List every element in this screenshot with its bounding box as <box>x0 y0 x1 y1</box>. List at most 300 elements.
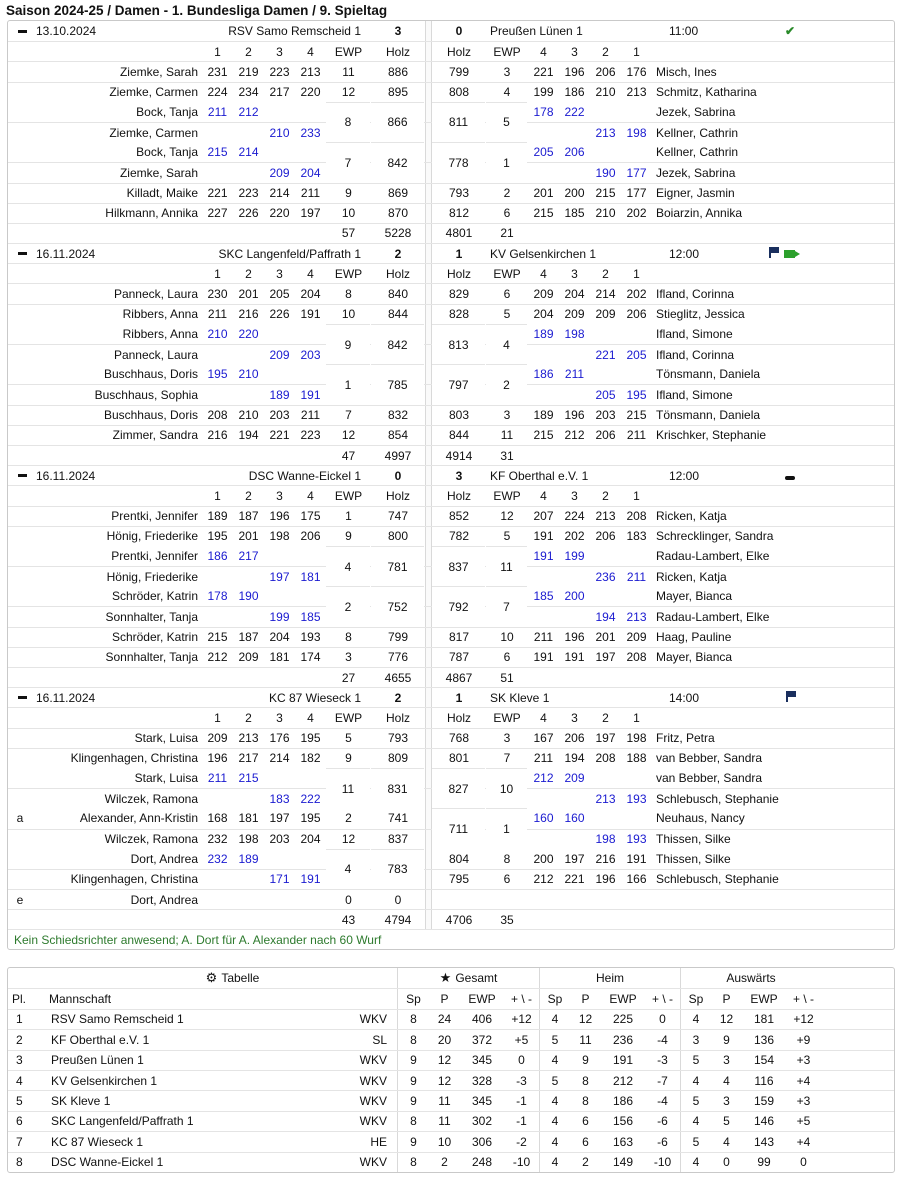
away-game-score: 211 <box>533 630 554 645</box>
home-ewp: 8 <box>345 287 352 302</box>
away-player: van Bebber, Sandra <box>656 751 763 766</box>
away-game-score: 189 <box>533 408 554 423</box>
away-game-score: 209 <box>564 307 585 322</box>
separator <box>425 224 432 243</box>
home-game-score: 198 <box>238 832 259 847</box>
stat-sp: 9 <box>397 1132 429 1151</box>
blank <box>528 446 559 465</box>
away-player: Kellner, Cathrin <box>656 145 739 160</box>
blank <box>8 567 32 586</box>
home-game-score: 181 <box>300 569 321 584</box>
blank <box>559 224 590 243</box>
game-time-text: 12:00 <box>669 468 700 483</box>
separator <box>425 789 432 808</box>
blank <box>8 628 32 647</box>
separator <box>425 264 432 283</box>
away-holz: 711 <box>432 808 485 848</box>
home-game-score <box>264 324 295 344</box>
stat-sp: 4 <box>680 1010 711 1029</box>
stat-diff: -7 <box>657 1073 668 1088</box>
stat-diff: -1 <box>516 1114 527 1129</box>
away-game-score: 211 <box>626 569 647 584</box>
home-game-score: 214 <box>269 751 290 766</box>
blank <box>8 668 32 687</box>
away-game-score: 209 <box>533 287 554 302</box>
away-holz: 782 <box>448 529 470 544</box>
away-game-score: 201 <box>595 630 616 645</box>
status-icons[interactable] <box>785 24 795 38</box>
rank: 2 <box>16 1032 23 1047</box>
col-game-header: 4 <box>540 710 547 725</box>
game-row <box>8 728 894 748</box>
separator <box>425 849 432 869</box>
away-holz: 844 <box>448 428 470 443</box>
game-row <box>8 243 894 263</box>
standings-table <box>7 967 895 1173</box>
away-game-score <box>590 102 621 122</box>
collapse-button[interactable] <box>8 466 32 485</box>
col-game-header: 2 <box>245 266 252 281</box>
away-game-score: 212 <box>564 428 585 443</box>
rank: 4 <box>16 1073 23 1088</box>
col-ewp-header: EWP <box>493 488 521 503</box>
col-holz-header: Holz <box>446 266 471 281</box>
stat-diff: -4 <box>657 1032 668 1047</box>
home-team: KC 87 Wieseck 1 <box>268 690 361 705</box>
blank <box>295 910 326 929</box>
minus-icon <box>18 474 27 477</box>
away-game-score: 224 <box>564 509 585 524</box>
stat-p: 12 <box>437 1073 452 1088</box>
away-game-score <box>528 789 559 808</box>
away-game-score <box>590 586 621 606</box>
away-team: Preußen Lünen 1 <box>490 24 583 39</box>
total-away-ewp: 21 <box>500 226 514 241</box>
col-game-header: 3 <box>571 266 578 281</box>
blank <box>590 890 621 909</box>
away-player: Mayer, Bianca <box>656 650 733 665</box>
col-game-header: 1 <box>214 488 221 503</box>
home-player: Prentki, Jennifer <box>111 548 198 563</box>
separator <box>425 586 432 606</box>
status-icons[interactable] <box>785 469 795 483</box>
home-player: Buschhaus, Doris <box>103 367 198 382</box>
away-ewp: 6 <box>503 206 511 221</box>
home-game-score: 220 <box>238 326 259 341</box>
blank <box>652 708 817 727</box>
home-holz: 781 <box>371 546 424 586</box>
away-player: Misch, Ines <box>656 64 717 79</box>
team-name[interactable]: KC 87 Wieseck 1 <box>51 1134 144 1149</box>
team-name[interactable]: DSC Wanne-Eickel 1 <box>51 1155 164 1170</box>
total-away-holz: 4801 <box>445 226 473 241</box>
away-game-score: 191 <box>564 650 585 665</box>
stat-sp: 8 <box>397 1153 429 1172</box>
home-holz: 799 <box>387 630 409 645</box>
home-game-score: 195 <box>300 731 321 746</box>
blank <box>8 364 32 384</box>
home-game-score: 203 <box>269 408 290 423</box>
home-game-score: 176 <box>269 731 290 746</box>
blank <box>295 668 326 687</box>
standings-row <box>8 1070 894 1090</box>
home-game-score: 233 <box>300 125 321 140</box>
player-mark: e <box>16 892 24 907</box>
away-game-score: 191 <box>533 529 554 544</box>
away-player: Stieglitz, Jessica <box>656 307 745 322</box>
away-player: Ifland, Simone <box>656 326 733 341</box>
total-home-holz: 5228 <box>384 226 412 241</box>
home-ewp: 5 <box>345 731 352 746</box>
minus-icon <box>18 30 27 33</box>
stat-ewp: 116 <box>754 1073 774 1088</box>
total-home-ewp: 27 <box>341 670 356 685</box>
rank: 1 <box>16 1012 23 1027</box>
stat-p: 20 <box>437 1032 452 1047</box>
separator <box>425 244 432 263</box>
minus-icon <box>18 252 27 255</box>
blank <box>82 910 202 929</box>
away-player: Tönsmann, Daniela <box>656 408 761 423</box>
blank <box>8 648 32 667</box>
away-game-score: 177 <box>626 186 647 201</box>
home-player: Ribbers, Anna <box>122 307 198 322</box>
stat-ewp: 143 <box>753 1134 775 1149</box>
blank <box>590 224 621 243</box>
home-holz: 886 <box>387 64 409 79</box>
home-game-score <box>295 546 326 566</box>
away-game-score: 213 <box>626 610 647 625</box>
stat-diff: +4 <box>796 1134 811 1149</box>
away-ewp: 2 <box>503 186 511 201</box>
home-player: Buschhaus, Doris <box>103 408 198 423</box>
game-row <box>8 526 894 546</box>
status-icons[interactable] <box>769 247 795 261</box>
separator <box>425 870 432 889</box>
separator <box>425 21 432 41</box>
away-holz: 813 <box>432 324 485 364</box>
game-row <box>8 183 894 203</box>
team-league: WKV <box>359 1094 387 1109</box>
away-game-score: 202 <box>626 287 647 302</box>
blank <box>652 910 817 929</box>
blank <box>202 910 233 929</box>
blank <box>652 890 817 909</box>
away-game-score: 205 <box>595 387 616 402</box>
home-player: Stark, Luisa <box>134 731 198 746</box>
star-icon: ★ <box>439 970 452 986</box>
home-player: Prentki, Jennifer <box>111 509 198 524</box>
team-name[interactable]: SKC Langenfeld/Paffrath 1 <box>51 1114 194 1129</box>
collapse-button[interactable] <box>8 21 32 41</box>
blank <box>233 224 264 243</box>
away-holz: 837 <box>432 546 485 586</box>
home-ewp: 9 <box>345 751 352 766</box>
away-ewp: 3 <box>503 408 511 423</box>
home-ewp: 9 <box>345 186 352 201</box>
away-ewp: 4 <box>503 85 511 100</box>
standings-row <box>8 1111 894 1131</box>
total-home-ewp: 47 <box>341 448 356 463</box>
away-player: Radau-Lambert, Elke <box>656 548 770 563</box>
stat-diff: +4 <box>796 1073 811 1088</box>
team-name[interactable]: RSV Samo Remscheid 1 <box>51 1012 184 1027</box>
col-holz-header: Holz <box>385 710 410 725</box>
separator <box>425 345 432 364</box>
away-game-score: 211 <box>533 751 554 766</box>
away-game-score: 209 <box>564 771 585 786</box>
col-holz-header: Holz <box>385 488 410 503</box>
home-game-score: 197 <box>269 811 290 826</box>
home-game-score: 189 <box>269 387 290 402</box>
group-auswaerts[interactable]: Auswärts <box>680 968 821 988</box>
collapse-button[interactable] <box>8 244 32 263</box>
away-game-score: 213 <box>595 509 616 524</box>
home-game-score: 216 <box>238 307 259 322</box>
away-game-score <box>559 163 590 182</box>
substitution-block <box>8 546 894 586</box>
home-game-score: 213 <box>238 731 259 746</box>
away-game-score: 206 <box>564 145 585 160</box>
stat-diff: -1 <box>516 1094 527 1109</box>
away-game-score: 213 <box>595 125 616 140</box>
home-game-score: 217 <box>269 85 290 100</box>
home-game-score <box>233 385 264 404</box>
blank <box>32 446 82 465</box>
away-game-score: 203 <box>595 408 616 423</box>
away-game-score: 209 <box>626 630 647 645</box>
home-game-score <box>202 385 233 404</box>
stat-ewp: 345 <box>471 1094 493 1109</box>
team-name[interactable]: KF Oberthal e.V. 1 <box>51 1032 150 1047</box>
rank: 8 <box>16 1155 23 1170</box>
col-sp: Sp <box>539 989 570 1008</box>
col-game-header: 2 <box>245 44 252 59</box>
home-game-score: 203 <box>300 347 321 362</box>
home-game-score: 191 <box>300 872 321 887</box>
blank <box>8 123 32 142</box>
col-pl: Pl. <box>12 992 27 1007</box>
col-p: P <box>440 992 449 1007</box>
home-game-score: 227 <box>207 206 228 221</box>
home-game-score: 222 <box>300 791 321 806</box>
total-home-holz: 4997 <box>384 448 412 463</box>
home-score: 2 <box>394 246 402 261</box>
away-game-score: 193 <box>626 791 647 806</box>
away-game-score <box>621 364 652 384</box>
home-game-score <box>295 768 326 788</box>
home-holz: 870 <box>387 206 409 221</box>
home-game-score: 208 <box>207 408 228 423</box>
separator <box>425 607 432 626</box>
home-game-score: 204 <box>300 287 321 302</box>
home-holz: 840 <box>387 287 409 302</box>
away-score: 0 <box>455 24 463 39</box>
away-player: Ifland, Simone <box>656 387 733 402</box>
home-game-score: 211 <box>207 104 228 119</box>
away-game-score: 206 <box>564 731 585 746</box>
home-holz: 741 <box>387 811 409 826</box>
tab-tabelle[interactable] <box>8 968 397 988</box>
away-game-score: 166 <box>626 872 647 887</box>
home-game-score: 193 <box>300 630 321 645</box>
blank <box>295 890 326 909</box>
home-game-score <box>264 849 295 869</box>
stat-p: 11 <box>579 1032 592 1047</box>
away-game-score: 199 <box>533 85 554 100</box>
standings-row <box>8 1050 894 1070</box>
home-game-score: 174 <box>300 650 321 665</box>
col-holz-header: Holz <box>446 710 471 725</box>
col-game-header: 2 <box>602 710 609 725</box>
away-player: Mayer, Bianca <box>656 589 733 604</box>
away-ewp: 3 <box>503 731 511 746</box>
home-player: Alexander, Ann-Kristin <box>79 811 198 826</box>
home-game-score: 212 <box>207 650 228 665</box>
away-ewp: 2 <box>486 364 527 404</box>
away-game-score <box>621 324 652 344</box>
home-game-score: 185 <box>300 610 321 625</box>
away-game-score: 183 <box>626 529 647 544</box>
home-game-score <box>233 870 264 889</box>
home-game-score <box>264 364 295 384</box>
blank <box>8 586 32 606</box>
status-icons[interactable] <box>786 691 795 705</box>
rank: 6 <box>16 1114 23 1129</box>
away-ewp: 6 <box>503 650 511 665</box>
home-game-score <box>295 324 326 344</box>
away-player: Jezek, Sabrina <box>656 104 736 119</box>
blank <box>233 910 264 929</box>
separator <box>425 385 432 404</box>
game-date: 16.11.2024 <box>36 690 96 705</box>
team-name[interactable]: KV Gelsenkirchen 1 <box>51 1073 158 1088</box>
away-game-score: 214 <box>595 287 616 302</box>
away-game-score: 201 <box>533 186 554 201</box>
game-row <box>8 485 894 505</box>
separator <box>425 123 432 142</box>
home-holz: 869 <box>387 186 409 201</box>
away-game-score <box>528 385 559 404</box>
col-game-header: 4 <box>540 44 547 59</box>
away-holz: 804 <box>448 851 470 866</box>
game-time-text: 14:00 <box>669 690 700 705</box>
stat-ewp: 212 <box>612 1073 634 1088</box>
game-row <box>8 82 894 102</box>
home-game-score <box>233 567 264 586</box>
away-game-score: 205 <box>533 145 554 160</box>
home-ewp: 12 <box>341 85 356 100</box>
away-game-score: 221 <box>533 64 554 79</box>
away-game-score: 202 <box>564 529 585 544</box>
away-player: Ricken, Katja <box>656 569 727 584</box>
blank <box>8 62 32 81</box>
home-game-score: 175 <box>300 509 321 524</box>
home-game-score: 223 <box>300 428 321 443</box>
stat-diff: +3 <box>796 1053 811 1068</box>
group-heim[interactable]: Heim <box>539 968 680 988</box>
team-name[interactable]: Preußen Lünen 1 <box>51 1053 144 1068</box>
away-game-score: 205 <box>626 347 647 362</box>
stat-p: 3 <box>723 1094 730 1109</box>
col-game-header: 1 <box>214 44 221 59</box>
col-sp: Sp <box>397 989 429 1008</box>
game-row <box>8 263 894 283</box>
home-game-score: 211 <box>207 771 228 786</box>
total-away-ewp: 51 <box>500 670 514 685</box>
stat-sp: 9 <box>397 1051 429 1070</box>
col-ewp-header: EWP <box>334 710 363 725</box>
home-game-score: 226 <box>269 307 290 322</box>
blank <box>202 446 233 465</box>
standings-row <box>8 968 894 988</box>
separator <box>425 142 432 162</box>
away-game-score: 206 <box>595 529 616 544</box>
stat-sp: 8 <box>397 1112 429 1131</box>
away-game-score: 212 <box>533 872 554 887</box>
home-game-score: 224 <box>207 85 228 100</box>
blank <box>264 224 295 243</box>
separator <box>425 708 432 727</box>
blank <box>264 446 295 465</box>
game-time <box>621 21 817 41</box>
total-home-ewp: 57 <box>341 226 356 241</box>
away-game-score: 186 <box>533 367 554 382</box>
collapse-button[interactable] <box>8 688 32 707</box>
home-ewp: 10 <box>341 206 356 221</box>
team-name[interactable]: SK Kleve 1 <box>51 1094 111 1109</box>
away-game-score <box>559 789 590 808</box>
stat-ewp: 191 <box>612 1053 634 1068</box>
separator <box>425 324 432 344</box>
stat-sp: 4 <box>680 1071 711 1090</box>
blank <box>8 163 32 182</box>
home-game-score: 204 <box>269 630 290 645</box>
stat-p: 5 <box>723 1114 730 1129</box>
col-sp: Sp <box>680 989 711 1008</box>
away-ewp: 12 <box>500 509 514 524</box>
away-game-score: 213 <box>595 791 616 806</box>
home-player: Ziemke, Sarah <box>119 165 198 180</box>
home-player: Stark, Luisa <box>134 771 198 786</box>
away-game-score <box>559 385 590 404</box>
stat-sp: 5 <box>539 1071 570 1090</box>
blank <box>8 305 32 324</box>
away-game-score <box>590 324 621 344</box>
home-game-score: 230 <box>207 287 228 302</box>
separator <box>425 364 432 384</box>
away-holz: 829 <box>448 287 470 302</box>
separator <box>425 688 432 707</box>
away-game-score: 198 <box>564 326 585 341</box>
stat-diff: 0 <box>518 1053 525 1068</box>
away-game-score: 213 <box>626 85 647 100</box>
blank <box>32 264 82 283</box>
home-ewp: 9 <box>345 529 352 544</box>
referee-note: Kein Schiedsrichter anwesend; A. Dort für A. Alexander nach 60 Wurf <box>8 929 894 949</box>
team-league: WKV <box>359 1053 387 1068</box>
blank <box>233 668 264 687</box>
blank <box>8 870 32 889</box>
away-game-score: 167 <box>533 731 554 746</box>
home-game-score: 181 <box>238 811 259 826</box>
away-game-score: 206 <box>595 428 616 443</box>
away-ewp: 11 <box>486 546 527 586</box>
group-gesamt[interactable] <box>397 968 539 988</box>
home-player: Hilkmann, Annika <box>105 206 198 221</box>
home-game-score <box>202 789 233 808</box>
away-game-score <box>621 808 652 828</box>
